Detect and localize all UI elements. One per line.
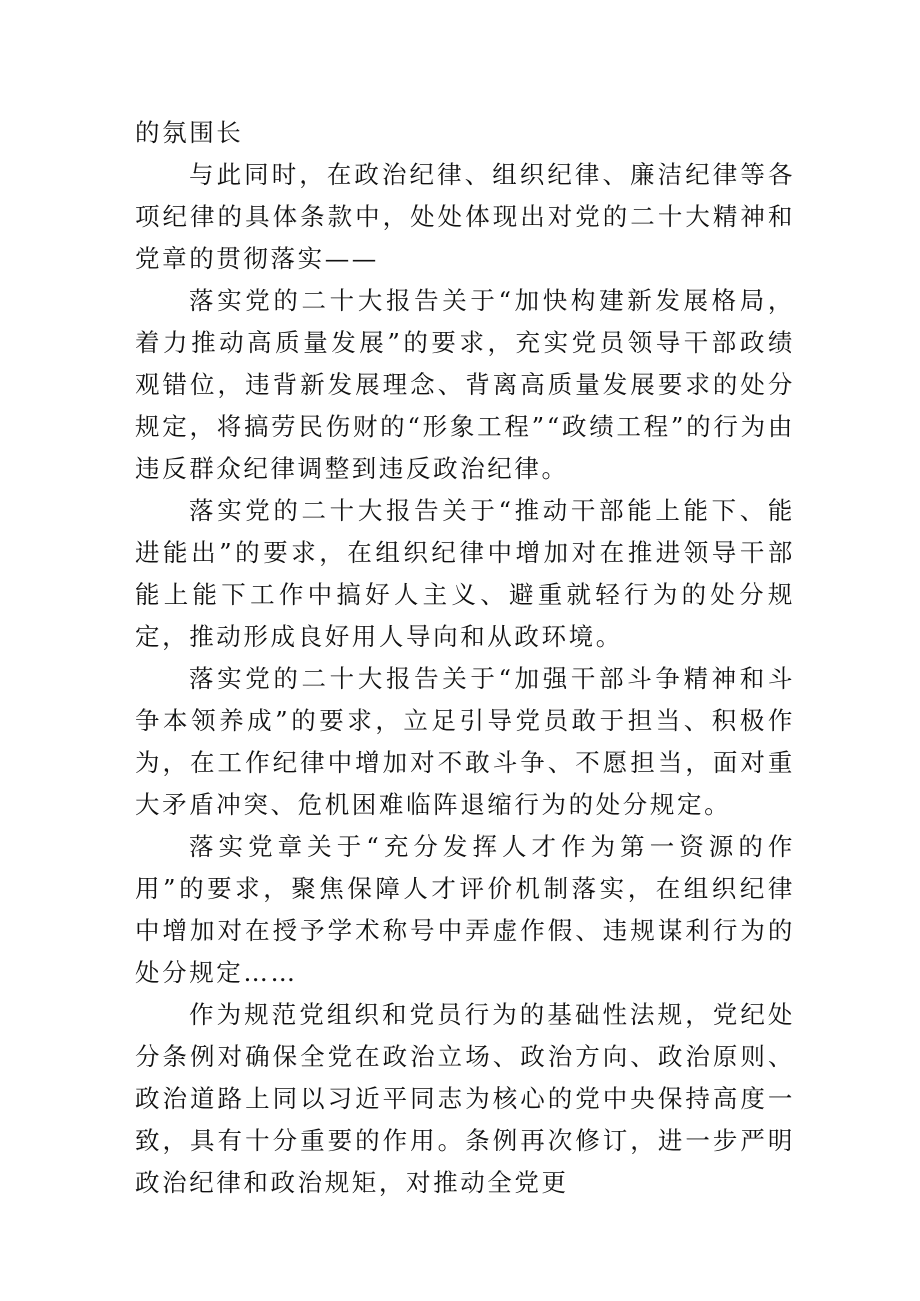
paragraph-cadre-promotion: 落实党的二十大报告关于“推动干部能上能下、能进能出”的要求，在组织纪律中增加对在推进领导干部能上能下工作中搞好人主义、避重就轻行为的处分规定，推动形成良好用人导向和从政环境。 [135, 496, 795, 651]
document-body [135, 112, 795, 1204]
paragraph-talent: 落实党章关于“充分发挥人才作为第一资源的作用”的要求，聚焦保障人才评价机制落实，在组织纪律中增加对在授予学术称号中弄虚作假、违规谋利行为的处分规定…… [135, 832, 795, 987]
paragraph-intro: 与此同时，在政治纪律、组织纪律、廉洁纪律等各项纪律的具体条款中，处处体现出对党的二十大精神和党章的贯彻落实—— [135, 160, 795, 273]
paragraph-continuation: 的氛围长 [135, 118, 244, 147]
paragraph-conclusion: 作为规范党组织和党员行为的基础性法规，党纪处分条例对确保全党在政治立场、政治方向、政治原则、政治道路上同以习近平同志为核心的党中央保持高度一致，具有十分重要的作用。条例再次修订，进一步严明政治纪律和政治规矩，对推动全党更 [135, 1000, 795, 1197]
paragraph-development: 落实党的二十大报告关于“加快构建新发展格局，着力推动高质量发展”的要求，充实党员领导干部政绩观错位，违背新发展理念、背离高质量发展要求的处分规定，将搞劳民伤财的“形象工程”“政绩工程”的行为由违反群众纪律调整到违反政治纪律。 [135, 286, 795, 483]
paragraph-struggle-spirit: 落实党的二十大报告关于“加强干部斗争精神和斗争本领养成”的要求，立足引导党员敢于担当、积极作为，在工作纪律中增加对不敢斗争、不愿担当，面对重大矛盾冲突、危机困难临阵退缩行为的处分规定。 [135, 664, 795, 819]
